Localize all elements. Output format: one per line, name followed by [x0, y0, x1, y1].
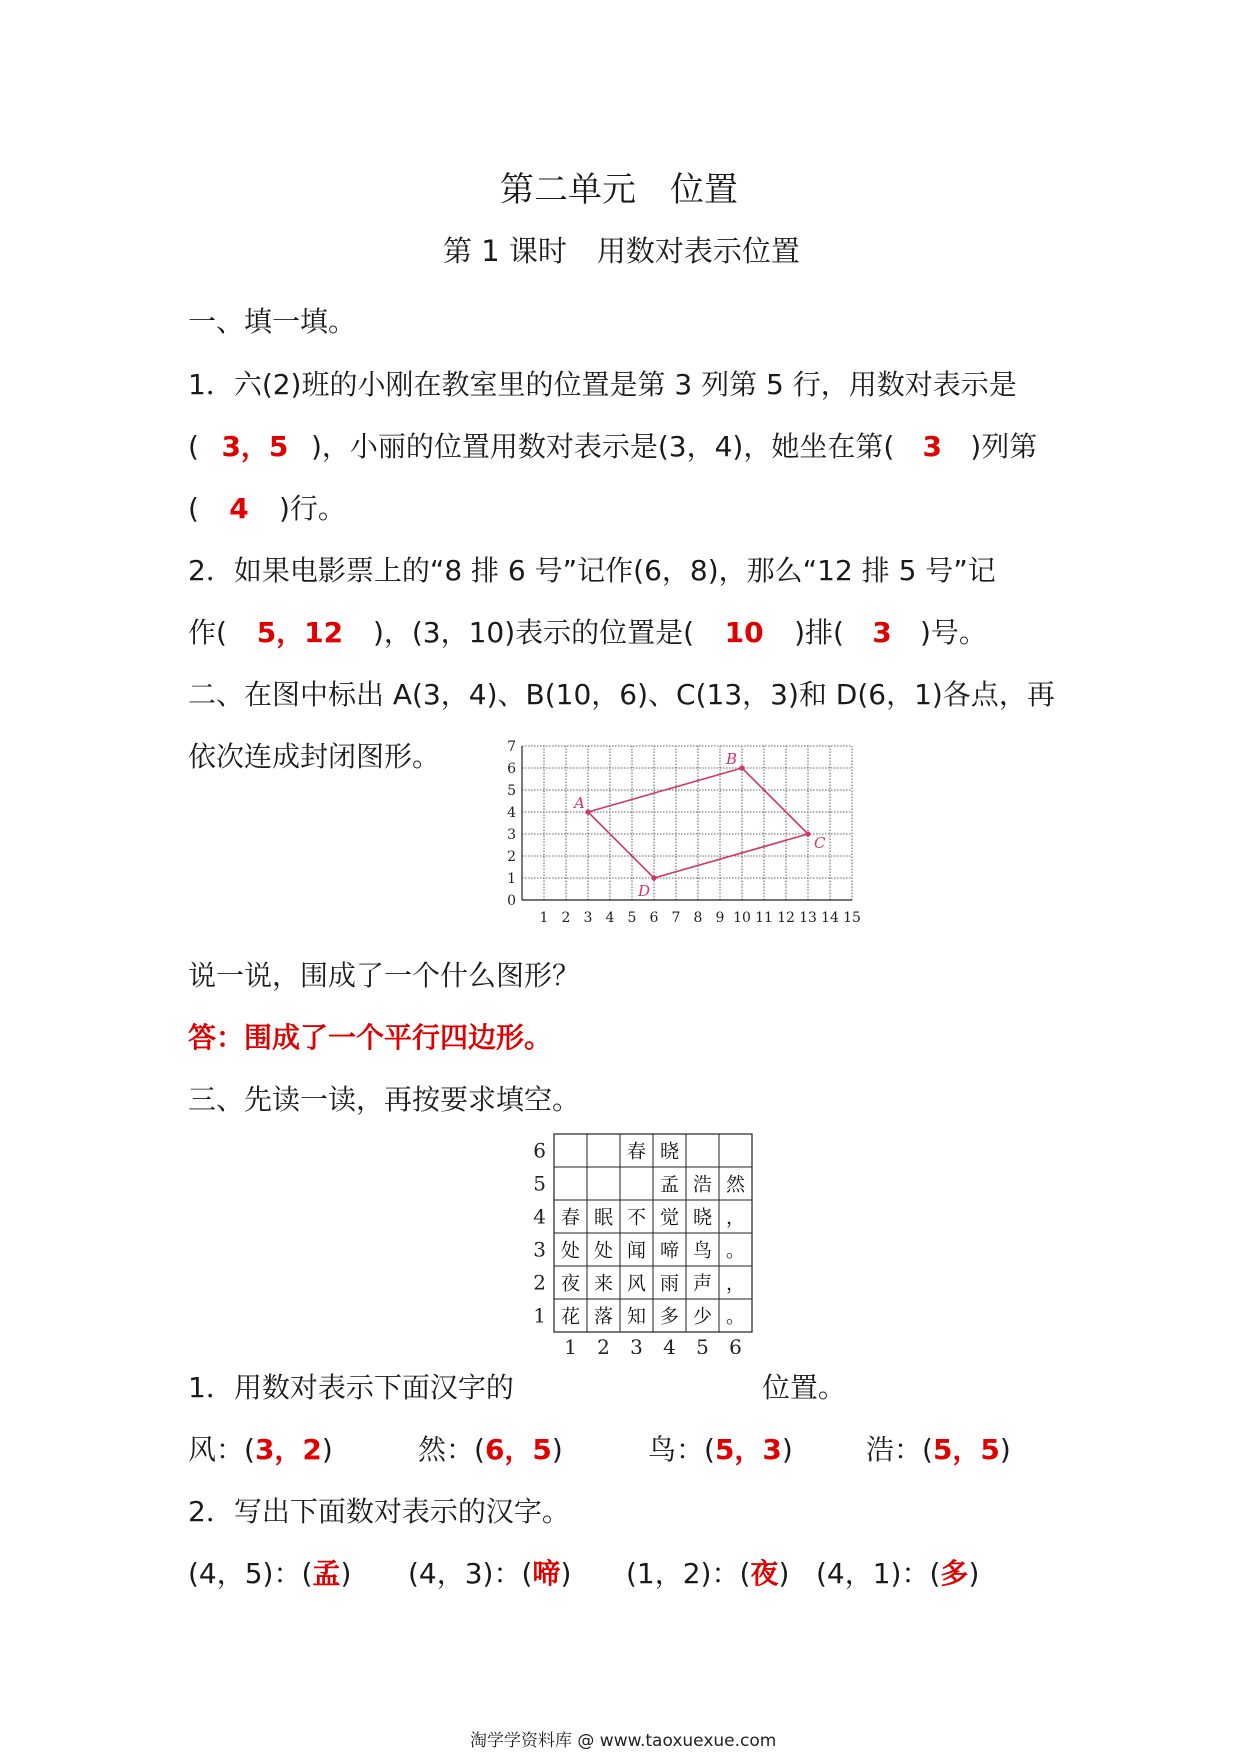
column-number-label: 1 [564, 1335, 577, 1354]
row-number-label: 5 [533, 1171, 546, 1196]
x-tick-label: 11 [755, 910, 773, 926]
poem-character-cell: 风 [626, 1272, 647, 1295]
y-tick-label: 5 [507, 783, 516, 799]
x-tick-label: 12 [777, 910, 795, 926]
answer-pair-char: 夜 [750, 1557, 779, 1590]
point-label-c: C [814, 834, 826, 852]
answer-char-position: 5，5 [932, 1433, 1000, 1466]
poem-character-cell: ， [725, 1206, 746, 1229]
poem-character-cell: 。 [725, 1239, 746, 1262]
poem-character-cell: 花 [560, 1305, 581, 1328]
point-label-a: A [574, 794, 585, 812]
s3-q1-prompt [188, 1368, 846, 1408]
s3-q2-item-3: (1，2)：(夜) [626, 1557, 790, 1590]
row-number-label: 6 [533, 1138, 546, 1163]
poem-character-cell: 雨 [659, 1272, 680, 1295]
y-tick-label: 3 [507, 827, 516, 843]
answer-char-position: 3，2 [254, 1433, 322, 1466]
poem-character-grid [530, 1126, 760, 1354]
poem-character-cell: 少 [692, 1305, 713, 1328]
q1-open-paren: ( [188, 430, 199, 463]
q2-line-1: 2．如果电影票上的“8 排 6 号”记作(6，8)，那么“12 排 5 号”记 [188, 554, 996, 587]
answer-q2-pair: 5，12 [256, 616, 344, 649]
y-tick-label: 1 [507, 871, 516, 887]
x-tick-label: 3 [583, 910, 593, 926]
answer-pair-char: 啼 [532, 1557, 561, 1590]
column-number-label: 4 [663, 1335, 676, 1354]
poem-character-cell: 孟 [659, 1173, 680, 1196]
poem-character-cell: 浩 [692, 1173, 713, 1196]
lesson-number: 第 1 课时 [443, 234, 567, 268]
q1-line-2-end: )列第 [970, 430, 1038, 463]
s3-q1-prompt-post: 位置。 [761, 1371, 846, 1404]
column-number-label: 2 [597, 1335, 610, 1354]
poem-character-cell: 知 [626, 1305, 647, 1328]
poem-character-cell: 晓 [692, 1206, 713, 1229]
point-d [651, 875, 656, 880]
s3-q2-item-2: (4，3)：(啼) [408, 1557, 572, 1590]
x-tick-label: 4 [605, 910, 615, 926]
y-tick-label: 4 [507, 805, 516, 821]
s3-q1-item-2: 然：(6，5) [418, 1433, 563, 1466]
item-char: 鸟 [648, 1433, 677, 1466]
y-tick-label: 6 [507, 761, 516, 777]
y-tick-label: 7 [507, 740, 516, 755]
poem-character-cell: 处 [593, 1239, 614, 1262]
poem-character-cell: 鸟 [692, 1239, 713, 1262]
x-tick-label: 7 [671, 910, 681, 926]
q1-line-3-end: )行。 [278, 492, 346, 525]
lesson-title [443, 229, 800, 270]
q1-line-3-open: ( [188, 492, 199, 525]
point-b [739, 765, 744, 770]
q2-part-c: )排( [794, 616, 844, 649]
item-pair: (4，3) [408, 1557, 494, 1590]
column-number-label: 5 [696, 1335, 709, 1354]
poem-character-cell: 处 [560, 1239, 581, 1262]
q2-line-2 [188, 613, 987, 653]
row-number-label: 2 [533, 1270, 546, 1295]
y-tick-label: 0 [507, 893, 516, 909]
point-a [585, 809, 590, 814]
page-footer: 淘学学资料库 @ www.taoxuexue.com [470, 1731, 777, 1751]
poem-character-cell: ， [725, 1272, 746, 1295]
poem-character-cell: 夜 [560, 1272, 581, 1295]
poem-character-cell: 声 [692, 1272, 713, 1295]
section-2-question: 说一说，围成了一个什么图形？ [188, 959, 581, 992]
section-3-heading: 三、先读一读，再按要求填空。 [188, 1083, 581, 1116]
poem-character-cell: 春 [560, 1206, 581, 1229]
row-number-label: 4 [533, 1204, 546, 1229]
q1-line-2-middle: )，小丽的位置用数对表示是(3，4)，她坐在第( [310, 430, 895, 463]
poem-character-cell: 。 [725, 1305, 746, 1328]
s3-q2-item-4: (4，1)：(多) [816, 1557, 980, 1590]
x-tick-label: 10 [733, 910, 751, 926]
unit-title-text: 第二单元 [500, 170, 636, 210]
x-tick-label: 15 [843, 910, 861, 926]
poem-character-cell: 来 [593, 1272, 614, 1295]
point-label-d: D [638, 882, 651, 900]
x-tick-label: 13 [799, 910, 817, 926]
s3-q1-prompt-pre: 1．用数对表示下面汉字的 [188, 1371, 514, 1404]
answer-q2-row: 10 [724, 616, 764, 649]
point-c [805, 831, 810, 836]
s3-q2-prompt: 2．写出下面数对表示的汉字。 [188, 1495, 570, 1528]
poem-character-cell: 眠 [593, 1206, 614, 1229]
answer-q2-seat: 3 [872, 616, 892, 649]
section-2-line-1: 二、在图中标出 A(3，4)、B(10，6)、C(13，3)和 D(6，1)各点，再 [188, 678, 1055, 711]
s3-q1-item-3: 鸟：(5，3) [648, 1433, 793, 1466]
q2-part-d: )号。 [919, 616, 987, 649]
item-pair: (1，2) [626, 1557, 712, 1590]
poem-character-cell: 闻 [626, 1239, 647, 1262]
poem-character-cell: 落 [593, 1305, 614, 1328]
x-tick-label: 14 [821, 910, 839, 926]
answer-pair-char: 多 [940, 1557, 969, 1590]
unit-topic-text: 位置 [670, 170, 738, 210]
x-tick-label: 9 [715, 910, 725, 926]
poem-character-cell: 不 [626, 1206, 647, 1229]
x-tick-label: 8 [693, 910, 703, 926]
item-char: 浩 [866, 1433, 895, 1466]
unit-title [500, 162, 738, 211]
answer-char-position: 5，3 [714, 1433, 782, 1466]
poem-character-cell: 晓 [659, 1140, 680, 1163]
answer-pair-char: 孟 [312, 1557, 341, 1590]
item-pair: (4，1) [816, 1557, 902, 1590]
q1-line-1: 1．六(2)班的小刚在教室里的位置是第 3 列第 5 行，用数对表示是 [188, 368, 1017, 401]
section-2-answer: 答：围成了一个平行四边形。 [188, 1021, 553, 1054]
lesson-name: 用数对表示位置 [596, 234, 800, 268]
y-tick-label: 2 [507, 849, 516, 865]
poem-character-cell: 啼 [659, 1239, 680, 1262]
q2-part-b: )，(3，10)表示的位置是( [372, 616, 695, 649]
x-tick-label: 6 [649, 910, 659, 926]
item-char: 然 [418, 1433, 447, 1466]
x-tick-label: 1 [539, 910, 549, 926]
q1-line-3 [188, 489, 346, 529]
item-char: 风 [188, 1433, 217, 1466]
x-tick-label: 5 [627, 910, 637, 926]
section-1-heading: 一、填一填。 [188, 305, 357, 338]
answer-q1-column: 3 [922, 430, 942, 463]
q2-part-a: 作( [188, 616, 227, 649]
grid-lines [511, 746, 852, 900]
s3-q2-item-1: (4，5)：(孟) [188, 1557, 352, 1590]
answer-char-position: 6，5 [484, 1433, 552, 1466]
answer-q1-row: 4 [229, 492, 249, 525]
s3-q1-item-1: 风：(3，2) [188, 1433, 333, 1466]
point-label-b: B [726, 750, 738, 768]
row-number-label: 3 [533, 1237, 546, 1262]
poem-character-cell: 然 [725, 1173, 746, 1196]
q1-line-2 [188, 427, 1037, 467]
s3-q1-item-4: 浩：(5，5) [866, 1433, 1011, 1466]
poem-character-cell: 春 [626, 1140, 647, 1163]
row-number-label: 1 [533, 1303, 546, 1328]
poem-character-cell: 觉 [659, 1206, 680, 1229]
column-number-label: 6 [729, 1335, 742, 1354]
section-2-line-2: 依次连成封闭图形。 [188, 740, 441, 773]
coordinate-grid-figure [502, 740, 872, 940]
answer-q1-pair: 3，5 [221, 430, 289, 463]
column-number-label: 3 [630, 1335, 643, 1354]
item-pair: (4，5) [188, 1557, 274, 1590]
x-tick-label: 2 [561, 910, 571, 926]
poem-character-cell: 多 [659, 1305, 680, 1328]
